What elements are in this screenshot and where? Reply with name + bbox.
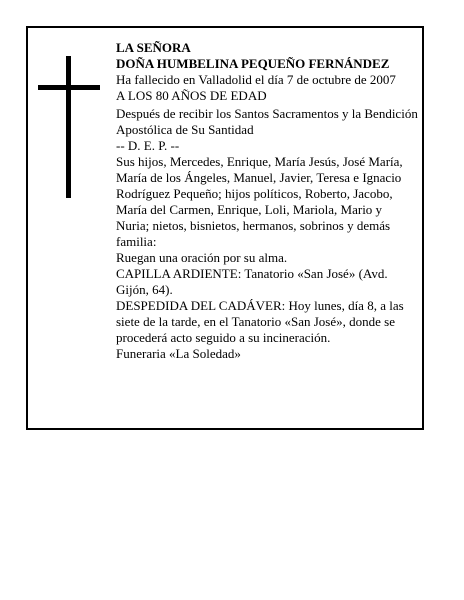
deceased-name: DOÑA HUMBELINA PEQUEÑO FERNÁNDEZ: [116, 56, 390, 71]
farewell-info: DESPEDIDA DEL CADÁVER: Hoy lunes, día 8, a las siete de la tarde, en el Tanatorio «San José», donde se procederá acto seguido a su incineración.: [116, 298, 404, 345]
prayer-request: Ruegan una oración por su alma.: [116, 250, 288, 265]
obituary-notice: [26, 26, 424, 430]
cross-icon: [38, 56, 100, 198]
age-line: A LOS 80 AÑOS DE EDAD: [116, 88, 267, 103]
death-announcement: Ha fallecido en Valladolid el día 7 de octubre de 2007: [116, 72, 396, 87]
chapel-info: CAPILLA ARDIENTE: Tanatorio «San José» (Avd. Gijón, 64).: [116, 266, 388, 297]
cross-vertical-bar: [66, 56, 71, 198]
obituary-text: [116, 40, 418, 362]
funeral-home: Funeraria «La Soledad»: [116, 346, 241, 361]
dep-line: -- D. E. P. --: [116, 138, 180, 153]
sacraments-line: Después de recibir los Santos Sacramentos y la Bendición Apostólica de Su Santidad: [116, 106, 418, 137]
cross-horizontal-bar: [38, 85, 100, 90]
family-list: Sus hijos, Mercedes, Enrique, María Jesús, José María, María de los Ángeles, Manuel, Javier, Teresa e Ignacio Rodríguez Pequeño; hijos políticos, Roberto, Jacobo, María del Carmen, Enrique, Loli, Mariola, Mario y Nuria; nietos, bisnietos, hermanos, sobrinos y demás familia:: [116, 154, 403, 249]
heading-title: LA SEÑORA: [116, 40, 191, 55]
